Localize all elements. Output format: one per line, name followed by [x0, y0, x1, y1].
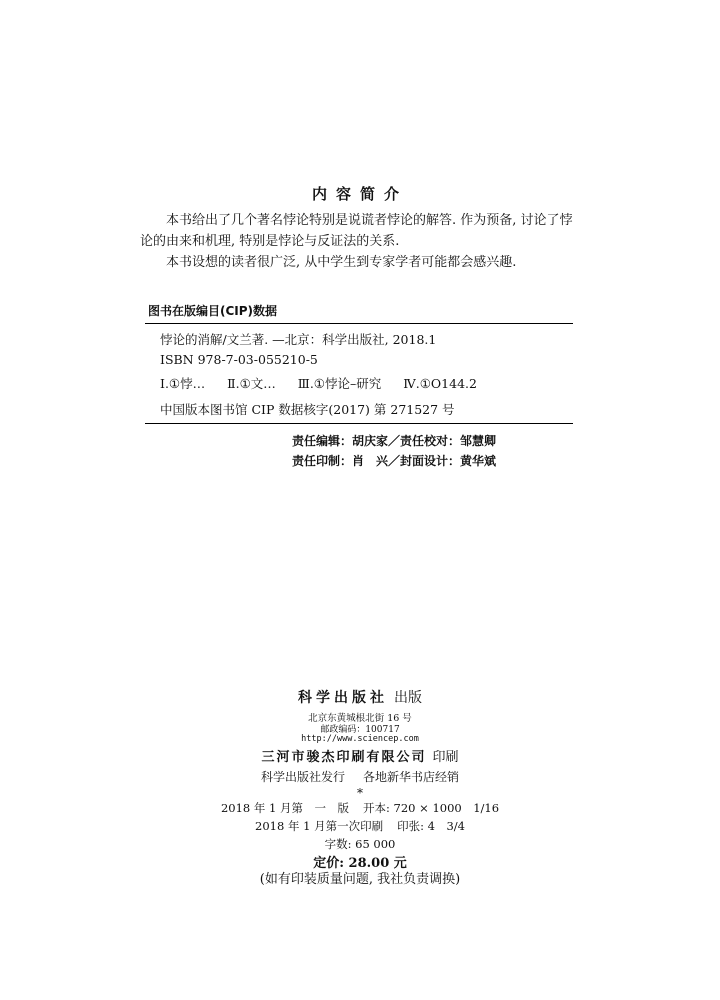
printer-line	[0, 746, 720, 765]
cip-bibliographic-line: 悖论的消解/文兰著. —北京：科学出版社, 2018.1	[160, 332, 437, 347]
distribution-line	[0, 768, 720, 785]
page-title: 内容简介	[311, 185, 408, 203]
book-format: 开本: 720 × 1000 1/16	[363, 801, 500, 815]
publisher-name: 科学出版社	[298, 690, 388, 706]
credits-editors: 责任编辑：胡庆家／责任校对：邹慧卿	[292, 434, 497, 448]
summary-paragraph: 本书给出了几个著名悖论特别是说谎者悖论的解答. 作为预备, 讨论了悖论的由来和机理, 特别是悖论与反证法的关系.	[140, 213, 573, 249]
cip-header: 图书在版编目(CIP)数据	[148, 304, 278, 318]
printing: 2018 年 1 月第一次印刷	[255, 819, 384, 833]
publisher-address: 北京东黄城根北街 16 号	[308, 713, 412, 724]
cip-categories	[160, 374, 495, 392]
summary-section	[140, 210, 580, 273]
cip-category: Ⅲ.①悖论–研究	[297, 376, 382, 391]
separator-star: *	[357, 786, 363, 800]
cip-bottom-rule	[145, 423, 573, 424]
publisher-line	[0, 687, 720, 707]
publisher-postcode: 邮政编码：100717	[320, 725, 400, 735]
word-count: 字数: 65 000	[324, 837, 396, 851]
edition-line	[0, 800, 720, 816]
distributor: 科学出版社发行	[260, 770, 345, 784]
price: 定价: 28.00 元	[313, 856, 407, 871]
cip-isbn: ISBN 978-7-03-055210-5	[160, 352, 318, 367]
sellers: 各地新华书店经销	[363, 770, 460, 784]
cip-category: Ⅱ.①文…	[227, 376, 276, 391]
print-sheets: 印张: 4 3/4	[397, 819, 465, 833]
printer-name: 三河市骏杰印刷有限公司	[261, 750, 427, 765]
cip-top-rule	[145, 323, 573, 324]
cip-catalog-number: 中国版本图书馆 CIP 数据核字(2017) 第 271527 号	[160, 402, 455, 417]
printer-action: 印刷	[432, 750, 459, 765]
publisher-url: http://www.sciencep.com	[301, 734, 419, 744]
publisher-action: 出版	[394, 690, 422, 706]
edition: 2018 年 1 月第 一 版	[220, 801, 350, 815]
cip-category: Ⅳ.①O144.2	[403, 376, 477, 391]
quality-note: (如有印装质量问题, 我社负责调换)	[259, 872, 461, 887]
cip-category: Ⅰ.①悖…	[160, 376, 206, 391]
summary-paragraph: 本书设想的读者很广泛, 从中学生到专家学者可能都会感兴趣.	[166, 255, 517, 270]
printing-line	[0, 818, 720, 834]
credits-production: 责任印制：肖 兴／封面设计：黄华斌	[292, 454, 497, 468]
